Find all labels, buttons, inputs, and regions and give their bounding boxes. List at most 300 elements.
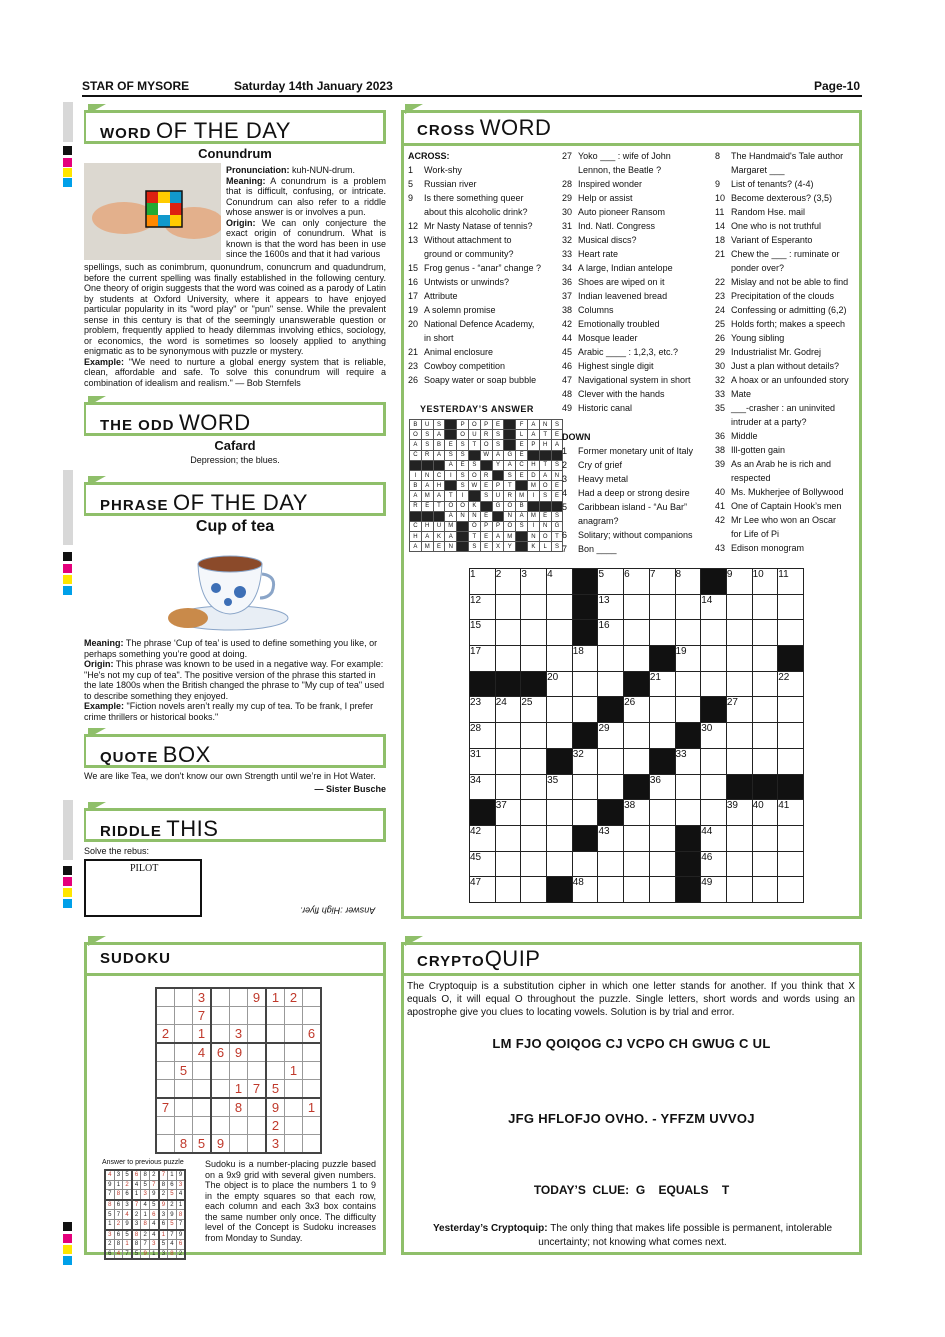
clue-number: 12 [408, 221, 419, 231]
sudoku-cell [285, 1135, 303, 1154]
sudoku-cell [303, 1135, 322, 1154]
black-square [504, 440, 516, 450]
page-number: Page-10 [814, 79, 861, 93]
answer-cell: B [410, 420, 422, 430]
answer-cell: H [410, 532, 422, 542]
clue-item [562, 247, 691, 261]
sudoku-cell [230, 1062, 248, 1080]
answer-cell: P [480, 521, 492, 531]
crossword-cell[interactable] [752, 748, 778, 774]
clue-number: 40 [715, 487, 726, 497]
crossword-cell[interactable] [598, 877, 624, 903]
sudoku-answer-cell: 8 [168, 1249, 177, 1259]
sudoku-cell [303, 1080, 322, 1099]
crossword-cell[interactable]: 39 [726, 800, 752, 826]
clue-item [408, 177, 541, 191]
crossword-cell[interactable] [649, 620, 675, 646]
clue-text: The Handmaid's Tale author [731, 151, 844, 161]
clue-text: Heart rate [578, 249, 619, 259]
crossword-cell[interactable] [572, 671, 598, 697]
crossword-cell[interactable]: 6 [624, 569, 650, 595]
crossword-cell[interactable]: 36 [649, 774, 675, 800]
answer-cell: T [539, 460, 551, 470]
crossword-cell[interactable] [649, 877, 675, 903]
cryptoquip-intro: The Cryptoquip is a substitution cipher in which one letter stands for another. If you think that X equals O, it will equal O throughout the puzzle. Single letters, short words and words using an apostrophe give you clues to locating vowels. Solution is by trial and error. [407, 981, 855, 1018]
crossword-cell[interactable] [547, 825, 573, 851]
sudoku-answer-cell: 5 [105, 1210, 114, 1220]
answer-cell: C [516, 460, 528, 470]
crossword-cell[interactable]: 24 [495, 697, 521, 723]
crossword-cell[interactable] [752, 646, 778, 672]
clue-item [715, 331, 849, 345]
answer-cell: U [433, 521, 445, 531]
sudoku-description: Sudoku is a number-placing puzzle based on a 9x9 grid with several given numbers. The object is to place the numbers 1 to 9 in the empty squares so that each row, each column and each 3x3 box contains the same number only once. The difficulty level of the Concept is Sudoku increases from Monday to Sunday. [205, 1159, 376, 1243]
sudoku-answer-cell: 5 [149, 1200, 158, 1210]
crossword-cell[interactable] [624, 620, 650, 646]
crossword-cell[interactable]: 11 [778, 569, 804, 595]
clue-number: 36 [715, 431, 726, 441]
crossword-cell[interactable] [624, 851, 650, 877]
crossword-cell[interactable]: 34 [470, 774, 496, 800]
sudoku-answer-cell: 9 [176, 1230, 185, 1240]
answer-cell: S [457, 440, 469, 450]
crossword-cell[interactable]: 45 [470, 851, 496, 877]
clue-item [715, 191, 849, 205]
crossword-cell[interactable] [675, 594, 701, 620]
crossword-cell[interactable] [624, 594, 650, 620]
crossword-cell[interactable] [701, 671, 727, 697]
sudoku-cell [248, 1007, 267, 1025]
crossword-cell[interactable] [624, 748, 650, 774]
crossword-cell[interactable]: 9 [726, 569, 752, 595]
sudoku-answer-cell: 8 [105, 1200, 114, 1210]
answer-cell: S [468, 542, 480, 552]
crossword-cell[interactable]: 14 [701, 594, 727, 620]
crossword-cell[interactable] [495, 825, 521, 851]
crossword-cell[interactable] [778, 620, 804, 646]
crossword-cell[interactable]: 19 [675, 646, 701, 672]
quote-text: We are like Tea, we don't know our own Strength until we’re in Hot Water. [84, 771, 376, 781]
color-mark-magenta [63, 1234, 72, 1243]
riddle-prompt: Solve the rebus: [84, 846, 150, 856]
crossword-cell[interactable] [726, 825, 752, 851]
crossword-cell[interactable]: 7 [649, 569, 675, 595]
answer-cell: D [527, 470, 539, 480]
clue-number: 19 [408, 305, 419, 315]
sudoku-cell: 1 [193, 1025, 212, 1044]
crossword-cell[interactable] [572, 697, 598, 723]
clue-text: Solitary; without companions [578, 530, 693, 540]
clue-number: 9 [715, 179, 721, 189]
crossword-cell[interactable] [649, 851, 675, 877]
sudoku-answer-cell: 9 [149, 1190, 158, 1200]
sudoku-answer-cell: 8 [114, 1240, 123, 1250]
clue-item [562, 387, 691, 401]
clue-number: 47 [562, 375, 573, 385]
rubiks-cube-photo [84, 163, 221, 260]
answer-cell: E [445, 440, 457, 450]
cryptoquip-line2: JFG HFLOFJO OVHO. - YFFZM UVVOJ [508, 1111, 755, 1126]
crossword-cell[interactable] [726, 671, 752, 697]
crossword-cell[interactable] [649, 825, 675, 851]
color-mark-magenta [63, 877, 72, 886]
crossword-cell[interactable] [752, 594, 778, 620]
crossword-cell[interactable] [778, 594, 804, 620]
crossword-cell[interactable]: 18 [572, 646, 598, 672]
answer-cell: O [457, 501, 469, 511]
crossword-cell[interactable] [521, 800, 547, 826]
crossword-cell[interactable]: 38 [624, 800, 650, 826]
crossword-cell[interactable] [495, 620, 521, 646]
black-square [445, 420, 457, 430]
crossword-cell[interactable] [726, 748, 752, 774]
crossword-cell[interactable]: 28 [470, 723, 496, 749]
crossword-cell[interactable] [726, 620, 752, 646]
clue-number: 31 [562, 221, 573, 231]
crossword-cell[interactable] [624, 646, 650, 672]
clue-text: ___-crasher : an uninvited [731, 403, 836, 413]
crossword-cell[interactable] [521, 646, 547, 672]
clue-number: 23 [408, 361, 419, 371]
crossword-cell[interactable] [624, 723, 650, 749]
sudoku-cell [303, 1007, 322, 1025]
crossword-cell[interactable]: 3 [521, 569, 547, 595]
crossword-cell[interactable] [675, 671, 701, 697]
crossword-cell[interactable] [495, 877, 521, 903]
sudoku-answer-cell: 3 [132, 1219, 141, 1229]
crossword-cell[interactable]: 22 [778, 671, 804, 697]
crossword-cell[interactable] [726, 723, 752, 749]
sudoku-answer-cell: 9 [159, 1200, 168, 1210]
clue-text: Random Hse. mail [731, 207, 806, 217]
crossword-cell[interactable] [675, 620, 701, 646]
sudoku-answer-cell: 4 [149, 1219, 158, 1229]
sudoku-answer-cell: 2 [123, 1180, 132, 1190]
crossword-cell[interactable] [547, 697, 573, 723]
clue-text: Mr Lee who won an Oscar [731, 515, 837, 525]
cryptoquip-clue: TODAY’S CLUE: G EQUALS T [533, 1183, 730, 1197]
crossword-cell[interactable] [752, 851, 778, 877]
clue-text: Become dexterous? (3,5) [731, 193, 833, 203]
crossword-cell[interactable]: 49 [701, 877, 727, 903]
crossword-cell[interactable] [572, 800, 598, 826]
clue-number: 14 [715, 221, 726, 231]
crossword-cell[interactable] [547, 800, 573, 826]
crossword-cell[interactable]: 1 [470, 569, 496, 595]
clue-number: 5 [562, 502, 568, 512]
clue-number: 21 [715, 249, 726, 259]
sudoku-cell [193, 1062, 212, 1080]
crossword-cell[interactable] [701, 774, 727, 800]
crossword-cell[interactable] [675, 774, 701, 800]
answer-cell: I [410, 470, 422, 480]
crossword-cell[interactable] [675, 697, 701, 723]
sudoku-cell [156, 988, 175, 1007]
sudoku-answer-cell: 8 [141, 1170, 150, 1180]
crossword-cell[interactable] [521, 774, 547, 800]
answer-cell: E [480, 511, 492, 521]
crossword-cell[interactable]: 29 [598, 723, 624, 749]
crossword-cell[interactable] [547, 723, 573, 749]
answer-cell: A [421, 532, 433, 542]
crossword-cell[interactable] [726, 646, 752, 672]
crossword-cell[interactable] [547, 620, 573, 646]
sudoku-cell: 7 [248, 1080, 267, 1099]
answer-cell: M [527, 511, 539, 521]
answer-cell: A [539, 470, 551, 480]
answer-cell: G [504, 450, 516, 460]
crossword-cell[interactable]: 44 [701, 825, 727, 851]
answer-cell: A [445, 511, 457, 521]
crossword-cell[interactable] [778, 825, 804, 851]
black-square [527, 501, 539, 511]
crossword-cell[interactable]: 47 [470, 877, 496, 903]
answer-cell: A [421, 481, 433, 491]
crossword-cell[interactable] [752, 723, 778, 749]
crossword-cell[interactable]: 26 [624, 697, 650, 723]
clue-text: Soapy water or soap bubble [424, 375, 537, 385]
crossword-cell[interactable] [521, 723, 547, 749]
color-mark-yellow [63, 168, 72, 177]
crossword-cell[interactable] [649, 697, 675, 723]
clue-text: As an Arab he is rich and [731, 459, 832, 469]
clue-item [715, 261, 849, 275]
crossword-cell[interactable]: 12 [470, 594, 496, 620]
crossword-cell[interactable]: 13 [598, 594, 624, 620]
crossword-cell[interactable] [521, 825, 547, 851]
sudoku-answer-cell: 9 [105, 1180, 114, 1190]
crossword-cell[interactable] [752, 620, 778, 646]
crossword-cell[interactable] [752, 697, 778, 723]
crossword-cell[interactable] [752, 671, 778, 697]
yesterday-answer-grid [409, 419, 563, 552]
answer-cell: E [480, 481, 492, 491]
sudoku-cell [266, 1007, 285, 1025]
crossword-cell[interactable]: 17 [470, 646, 496, 672]
riddle-title: RIDDLE THIS [84, 808, 386, 842]
sudoku-answer-cell: 7 [176, 1219, 185, 1229]
clue-text: respected [731, 473, 771, 483]
crossword-cell[interactable] [726, 594, 752, 620]
crossword-cell[interactable] [649, 800, 675, 826]
crossword-cell[interactable] [572, 774, 598, 800]
clue-number: 5 [408, 179, 414, 189]
crossword-cell[interactable]: 42 [470, 825, 496, 851]
crossword-cell[interactable]: 35 [547, 774, 573, 800]
crossword-cell[interactable] [726, 877, 752, 903]
crossword-cell[interactable]: 40 [752, 800, 778, 826]
crossword-cell[interactable] [495, 748, 521, 774]
crossword-cell[interactable] [521, 748, 547, 774]
crossword-cell[interactable]: 15 [470, 620, 496, 646]
crossword-cell[interactable] [547, 594, 573, 620]
clue-item [715, 387, 849, 401]
crossword-cell[interactable] [701, 748, 727, 774]
crossword-cell[interactable]: 33 [675, 748, 701, 774]
crossword-cell[interactable] [521, 594, 547, 620]
crossword-cell[interactable] [624, 877, 650, 903]
odd-word-meaning: Depression; the blues. [190, 455, 280, 465]
crossword-cell[interactable] [778, 877, 804, 903]
crossword-cell[interactable] [495, 774, 521, 800]
crossword-cell[interactable] [495, 646, 521, 672]
sudoku-cell [285, 1043, 303, 1062]
crossword-cell[interactable] [778, 697, 804, 723]
clue-text: Lennon, the Beatle ? [578, 165, 662, 175]
sudoku-cell [175, 1098, 193, 1117]
crossword-cell[interactable]: 31 [470, 748, 496, 774]
answer-cell: R [480, 470, 492, 480]
crossword-cell[interactable] [675, 800, 701, 826]
crossword-cell[interactable]: 8 [675, 569, 701, 595]
crossword-cell[interactable] [547, 646, 573, 672]
answer-cell: E [516, 470, 528, 480]
crossword-cell[interactable]: 43 [598, 825, 624, 851]
crossword-cell[interactable] [752, 877, 778, 903]
crossword-cell[interactable]: 20 [547, 671, 573, 697]
clue-item [715, 247, 849, 261]
sudoku-cell: 1 [303, 1098, 322, 1117]
crossword-cell[interactable]: 48 [572, 877, 598, 903]
sudoku-cell [248, 1043, 267, 1062]
crossword-cell[interactable] [495, 594, 521, 620]
crossword-cell[interactable] [495, 851, 521, 877]
crossword-cell[interactable]: 37 [495, 800, 521, 826]
sudoku-grid [155, 987, 322, 1154]
cryptoquip-title: CRYPTOQUIP [404, 945, 859, 976]
crossword-cell[interactable] [598, 851, 624, 877]
clue-number: 6 [562, 530, 568, 540]
answer-cell: S [516, 521, 528, 531]
sudoku-answer-cell: 8 [132, 1240, 141, 1250]
answer-cell: H [539, 440, 551, 450]
crossword-cell[interactable] [778, 851, 804, 877]
sudoku-cell [285, 1098, 303, 1117]
answer-cell: N [445, 542, 457, 552]
crossword-cell[interactable]: 16 [598, 620, 624, 646]
clue-text: National Defence Academy, [424, 319, 535, 329]
crossword-cell[interactable] [701, 620, 727, 646]
black-square [675, 851, 701, 877]
sudoku-answer-cell: 3 [149, 1240, 158, 1250]
crossword-cell[interactable] [598, 671, 624, 697]
clue-number: 41 [715, 501, 726, 511]
answer-cell: A [410, 491, 422, 501]
crossword-cell[interactable]: 25 [521, 697, 547, 723]
answer-cell: O [539, 481, 551, 491]
clue-text: Former monetary unit of Italy [578, 446, 694, 456]
answer-cell: I [527, 521, 539, 531]
crossword-cell[interactable]: 46 [701, 851, 727, 877]
sudoku-answer-cell: 6 [114, 1230, 123, 1240]
sudoku-answer-cell: 3 [176, 1180, 185, 1190]
color-mark-magenta [63, 564, 72, 573]
crossword-cell[interactable]: 2 [495, 569, 521, 595]
sudoku-cell [266, 1043, 285, 1062]
answer-cell: E [539, 511, 551, 521]
crossword-cell[interactable]: 4 [547, 569, 573, 595]
crossword-cell[interactable] [521, 851, 547, 877]
answer-cell: U [468, 430, 480, 440]
crossword-cell[interactable] [701, 800, 727, 826]
crossword-cell[interactable] [624, 825, 650, 851]
rebus-box [84, 859, 202, 917]
crossword-cell[interactable]: 21 [649, 671, 675, 697]
clue-number: 36 [562, 277, 573, 287]
answer-cell: O [468, 521, 480, 531]
crossword-cell[interactable] [778, 723, 804, 749]
crossword-cell[interactable]: 10 [752, 569, 778, 595]
black-square [492, 511, 504, 521]
crossword-cell[interactable] [778, 748, 804, 774]
sudoku-answer-cell: 2 [149, 1170, 158, 1180]
sudoku-cell: 4 [193, 1043, 212, 1062]
crossword-cell[interactable] [521, 620, 547, 646]
crossword-cell[interactable]: 27 [726, 697, 752, 723]
answer-cell: E [551, 481, 563, 491]
clue-item [562, 472, 693, 486]
sudoku-answer-cell: 7 [149, 1180, 158, 1190]
clue-text: intruder at a party? [731, 417, 807, 427]
crossword-title: CROSS WORD [404, 113, 859, 146]
clue-text: A large, Indian antelope [578, 263, 673, 273]
clue-number: 26 [715, 333, 726, 343]
crossword-cell[interactable] [495, 723, 521, 749]
crossword-cell[interactable]: 32 [572, 748, 598, 774]
crossword-cell[interactable]: 5 [598, 569, 624, 595]
sudoku-answer-cell: 3 [141, 1190, 150, 1200]
sudoku-cell [175, 1080, 193, 1099]
clue-item [408, 163, 541, 177]
riddle-answer: Answer :High flyer. [300, 905, 376, 916]
answer-cell: L [539, 542, 551, 552]
margin-gray-bar [63, 800, 73, 860]
crossword-cell[interactable]: 23 [470, 697, 496, 723]
crossword-cell[interactable]: 41 [778, 800, 804, 826]
crossword-cell[interactable] [649, 594, 675, 620]
crossword-cell[interactable] [701, 646, 727, 672]
clue-item [715, 513, 849, 527]
clue-number: 22 [715, 277, 726, 287]
clue-text: One who is not truthful [731, 221, 822, 231]
crossword-cell[interactable] [598, 774, 624, 800]
answer-cell: P [492, 481, 504, 491]
sudoku-cell [156, 1007, 175, 1025]
sudoku-cell [248, 1117, 267, 1135]
sudoku-answer-cell: 8 [159, 1180, 168, 1190]
clue-text: Auto pioneer Ransom [578, 207, 666, 217]
clue-text: in short [424, 333, 454, 343]
crossword-cell[interactable]: 30 [701, 723, 727, 749]
clue-number: 16 [408, 277, 419, 287]
crossword-cell[interactable] [598, 646, 624, 672]
crossword-cell[interactable] [649, 723, 675, 749]
answer-cell: O [504, 521, 516, 531]
crossword-cell[interactable] [598, 748, 624, 774]
clue-text: anagram? [578, 516, 619, 526]
clue-number: 43 [715, 543, 726, 553]
crossword-cell[interactable] [521, 877, 547, 903]
teacup-photo [160, 540, 290, 636]
clue-item [562, 359, 691, 373]
clue-item [715, 205, 849, 219]
word-of-day-title: WORD OF THE DAY [84, 110, 386, 144]
crossword-cell[interactable] [726, 851, 752, 877]
clue-item [715, 527, 849, 541]
crossword-cell[interactable] [547, 851, 573, 877]
crossword-cell[interactable] [572, 851, 598, 877]
crossword-cell[interactable] [752, 825, 778, 851]
